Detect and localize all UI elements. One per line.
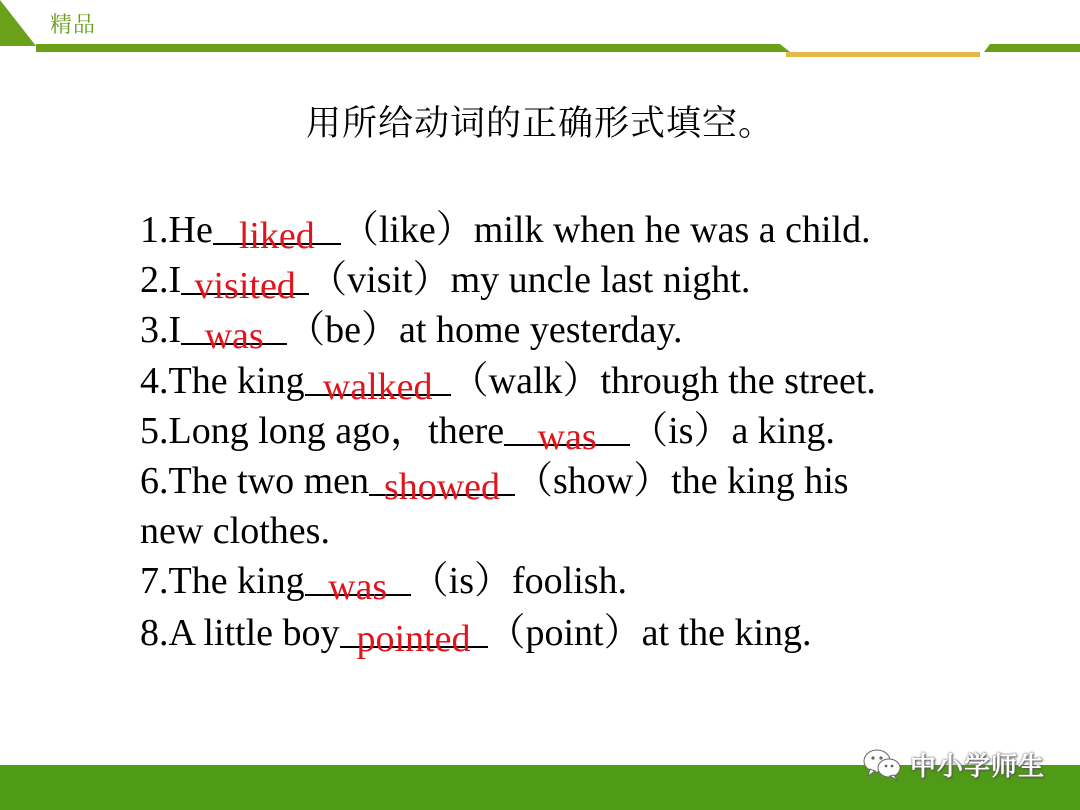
line-prefix: 2.I	[140, 259, 182, 301]
answer-text: showed	[383, 466, 501, 508]
header-decoration	[0, 0, 1080, 70]
line-suffix: （be）at home yesterday.	[287, 309, 683, 351]
line-suffix: （show）the king his	[515, 460, 849, 502]
answer-text: visited	[194, 265, 296, 307]
answer-text: walked	[322, 366, 433, 408]
answer-blank	[181, 305, 287, 357]
header-bar	[0, 0, 1080, 70]
exercise-line-2	[140, 255, 750, 305]
exercise-line-7	[140, 556, 627, 606]
exercise-line-6	[140, 456, 849, 506]
answer-blank	[305, 556, 411, 608]
wechat-icon	[862, 747, 902, 781]
line-text: new clothes.	[140, 510, 330, 552]
line-suffix: （like）milk when he was a child.	[340, 209, 871, 251]
answer-text: was	[204, 315, 264, 357]
watermark-text: 中小学师生	[910, 751, 1046, 782]
line-suffix: （visit）my uncle last night.	[309, 259, 751, 301]
answer-text: was	[537, 416, 597, 458]
exercise-line-1	[140, 205, 871, 255]
page-title: 用所给动词的正确形式填空。	[305, 104, 774, 144]
line-prefix: 6.The two men	[140, 460, 370, 502]
line-suffix: （walk）through the street.	[450, 360, 876, 402]
answer-blank	[369, 456, 515, 508]
answer-text: liked	[238, 215, 315, 257]
exercise-line-3	[140, 305, 683, 355]
exercise-line-5	[140, 406, 835, 456]
exercise-line-6-continued	[140, 506, 330, 556]
line-prefix: 1.He	[140, 209, 213, 251]
answer-blank	[340, 608, 488, 660]
answer-blank	[181, 255, 309, 307]
line-prefix: 3.I	[140, 309, 182, 351]
answer-blank	[305, 356, 451, 408]
line-suffix: （is）foolish.	[410, 560, 628, 602]
exercise-line-4	[140, 356, 876, 406]
line-prefix: 7.The king	[140, 560, 305, 602]
line-suffix: （is）a king.	[630, 410, 835, 452]
answer-blank	[213, 205, 341, 257]
watermark	[862, 744, 1045, 784]
line-prefix: 5.Long long ago，there	[140, 410, 505, 452]
line-prefix: 8.A little boy	[140, 612, 340, 654]
line-prefix: 4.The king	[140, 360, 305, 402]
exercise-line-8	[140, 608, 812, 658]
answer-text: pointed	[356, 618, 471, 660]
answer-blank	[504, 406, 630, 458]
header-tag: 精品	[50, 13, 97, 38]
answer-text: was	[328, 566, 388, 608]
line-suffix: （point）at the king.	[487, 612, 812, 654]
